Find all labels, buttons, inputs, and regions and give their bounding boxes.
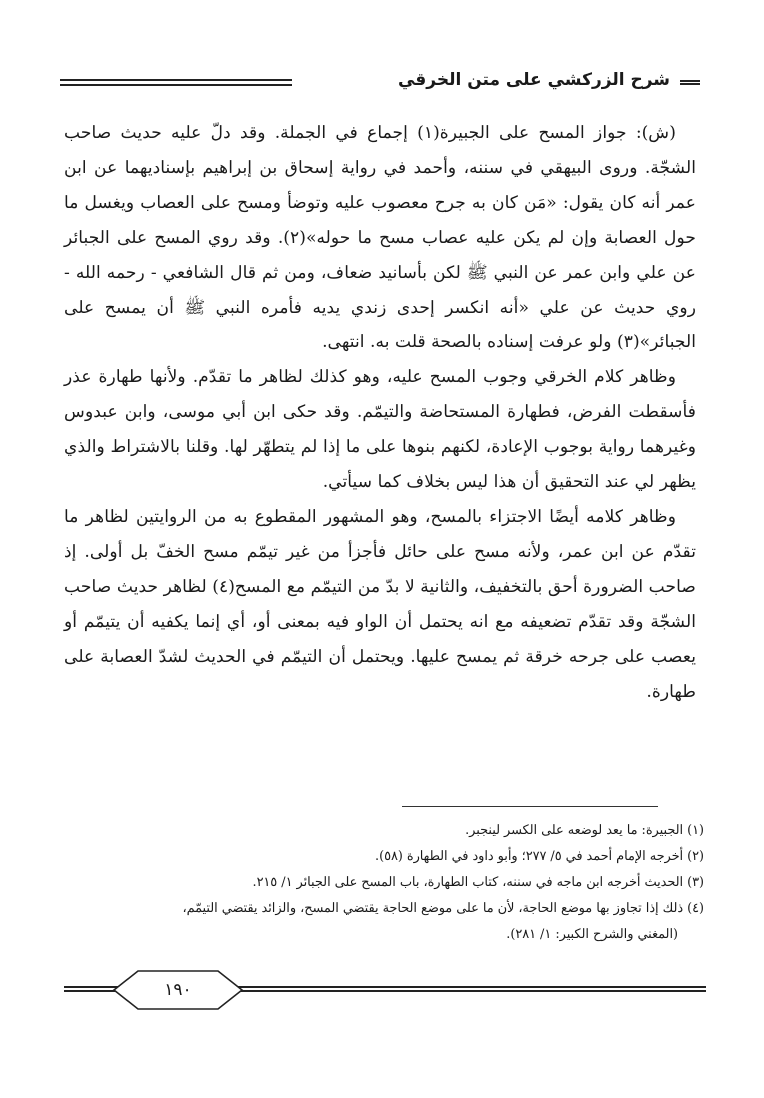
- footnote-2: (٢) أخرجه الإمام أحمد في ٥/ ٢٧٧؛ وأبو داود في الطهارة (٥٨).: [375, 849, 704, 864]
- paragraph-1: (ش): جواز المسح على الجبيرة(١) إجماع في الجملة. وقد دلّ عليه حديث صاحب الشجّة. وروى البيهقي في سننه، وأحمد في رواية إسحاق بن إبراهيم بإسناديهما عن ابن عمر أنه كان يقول: «مَن كان به جرح معصوب عليه وتوضأ ومسح على العصاب ويغسل ما حول العصابة وإن لم يكن عليه عصاب مسح ما حوله»(٢). وقد روي المسح على الجبائر عن علي وابن عمر عن النبي ﷺ لكن بأسانيد ضعاف، ومن ثم قال الشافعي - رحمه الله - روي حديث عن علي «أنه انكسر إحدى زندي يديه فأمره النبي ﷺ أن يمسح على الجبائر»(٣) ولو عرفت إسناده بالصحة قلت به. انتهى.: [64, 123, 696, 353]
- page-number-badge: [110, 968, 246, 1012]
- page-number: ١٩٠: [164, 980, 192, 1000]
- main-text: [64, 116, 696, 709]
- footnote-3: (٣) الحديث أخرجه ابن ماجه في سننه، كتاب الطهارة، باب المسح على الجبائر ١/ ٢١٥.: [252, 875, 704, 890]
- running-header: [60, 66, 700, 98]
- footnotes: [64, 818, 704, 948]
- paragraph-2: وظاهر كلام الخرقي وجوب المسح عليه، وهو كذلك لظاهر ما تقدّم. ولأنها طهارة عذر فأسقطت الفرض، فطهارة المستحاضة والتيمّم. وقد حكى ابن أبي موسى، وابن عبدوس وغيرهما رواية بوجوب الإعادة، لكنهم بنوها على ما إذا لم يتطهّر لها. وقلنا بالاشتراط والذي يظهر لي عند التحقيق أن هذا ليس بخلاف كما سيأتي.: [64, 367, 696, 493]
- footnote-separator: [402, 806, 658, 807]
- header-ornament-dash: [680, 80, 700, 85]
- footnote-4-continuation: (المغني والشرح الكبير: ١/ ٢٨١).: [506, 927, 678, 942]
- paragraph-3: وظاهر كلامه أيضًا الاجتزاء بالمسح، وهو المشهور المقطوع به من الروايتين لظاهر ما تقدّم عن ابن عمر، ولأنه مسح على حائل فأجزأ من غير تيمّم مسح الخفّ بل أولى. إذ صاحب الضرورة أحق بالتخفيف، والثانية لا بدّ من التيمّم مع المسح(٤) لظاهر حديث صاحب الشجّة وقد تقدّم تضعيفه مع انه يحتمل أن الواو فيه بمعنى أو، أي إنما يكفيه أن يتيمّم أو يعصب على جرحه خرقة ثم يمسح عليها. ويحتمل أن التيمّم في الحديث لشدّ العصابة على طهارة.: [64, 506, 696, 702]
- footnote-1: (١) الجبيرة: ما يعد لوضعه على الكسر لينجبر.: [465, 823, 704, 838]
- footnote-4: (٤) ذلك إذا تجاوز بها موضع الحاجة، لأن ما على موضع الحاجة يقتضي المسح، والزائد يقتضي التيمّم،: [182, 901, 704, 916]
- header-rule: [60, 79, 292, 86]
- header-title: شرح الزركشي على متن الخرقي: [397, 70, 670, 90]
- footer-rule-right: [236, 986, 706, 992]
